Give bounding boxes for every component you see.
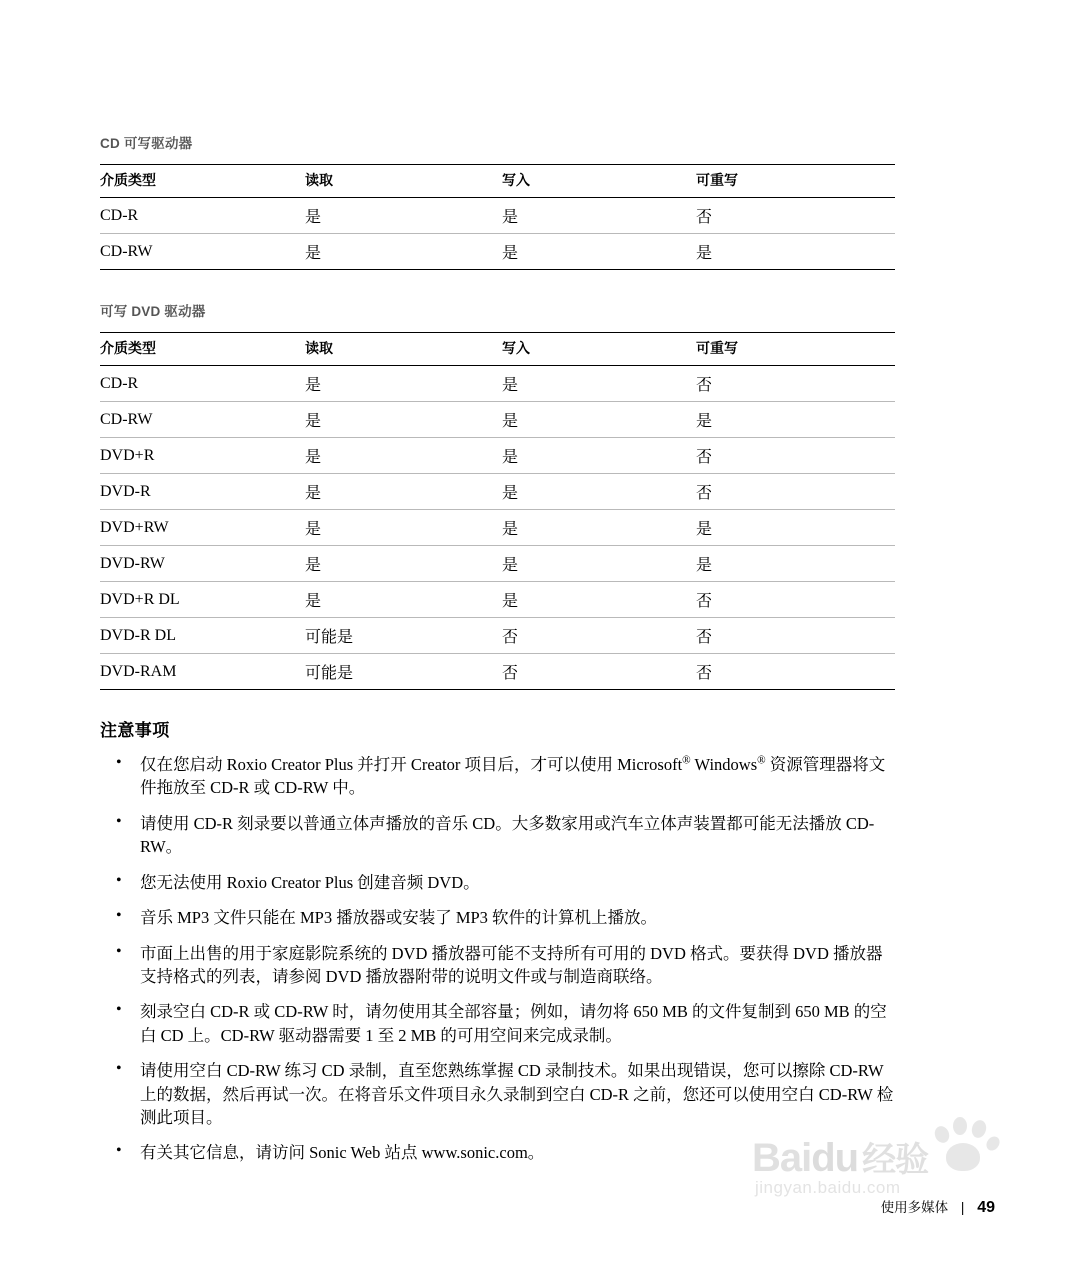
notes-list	[100, 753, 895, 1165]
cell-media-type: CD-R	[100, 366, 305, 402]
paw-icon	[929, 1114, 999, 1174]
cell-read: 是	[305, 438, 502, 474]
page-footer	[100, 1196, 995, 1217]
table-header-row	[100, 165, 895, 198]
cd-writable-drive-table	[100, 164, 895, 270]
watermark-brand-cn: 经验	[862, 1141, 929, 1179]
cell-media-type: DVD+RW	[100, 510, 305, 546]
cell-write: 是	[502, 234, 696, 270]
watermark-brand-first: Bai	[752, 1136, 812, 1180]
note-text: 有关其它信息，请访问 Sonic Web 站点 www.sonic.com。	[140, 1143, 545, 1163]
cell-read: 是	[305, 234, 502, 270]
cell-write: 是	[502, 546, 696, 582]
table-row	[100, 366, 895, 402]
note-text: 您无法使用 Roxio Creator Plus 创建音频 DVD。	[140, 872, 480, 892]
table-row	[100, 474, 895, 510]
cell-rewritable: 是	[696, 510, 895, 546]
cd-writable-drive-caption: CD 可写驱动器	[100, 136, 193, 151]
cell-media-type: DVD-RW	[100, 546, 305, 582]
cell-rewritable: 是	[696, 546, 895, 582]
cell-media-type: DVD-R DL	[100, 618, 305, 654]
cell-write: 是	[502, 510, 696, 546]
cell-rewritable: 否	[696, 366, 895, 402]
footer-separator: |	[960, 1200, 965, 1215]
note-text: 音乐 MP3 文件只能在 MP3 播放器或安装了 MP3 软件的计算机上播放。	[140, 908, 658, 928]
cell-rewritable: 否	[696, 474, 895, 510]
cell-read: 可能是	[305, 654, 502, 690]
cell-media-type: DVD+R	[100, 438, 305, 474]
cell-read: 是	[305, 402, 502, 438]
page-number: 49	[977, 1199, 995, 1216]
cell-write: 否	[502, 654, 696, 690]
column-header-media-type: 介质类型	[100, 333, 305, 366]
cell-rewritable: 是	[696, 402, 895, 438]
list-item	[100, 942, 895, 989]
page-content	[100, 132, 895, 1177]
cell-read: 是	[305, 582, 502, 618]
cell-rewritable: 否	[696, 654, 895, 690]
cell-write: 是	[502, 198, 696, 234]
dvd-writable-drive-table	[100, 332, 895, 690]
table-row	[100, 546, 895, 582]
column-header-read: 读取	[305, 333, 502, 366]
cell-media-type: CD-RW	[100, 402, 305, 438]
table-row	[100, 402, 895, 438]
cell-write: 是	[502, 582, 696, 618]
cell-media-type: DVD+R DL	[100, 582, 305, 618]
cell-rewritable: 否	[696, 198, 895, 234]
watermark-brand-mid: du	[811, 1136, 859, 1180]
note-text: 请使用空白 CD-RW 练习 CD 录制，直至您熟练掌握 CD 录制技术。如果出现错误，您可以擦除 CD-RW 上的数据，然后再试一次。在将音乐文件项目永久录制到空白 CD-R 之前，您还可以使用空白 CD-RW 检测此项目。	[140, 1061, 894, 1128]
cell-read: 是	[305, 198, 502, 234]
cell-rewritable: 否	[696, 618, 895, 654]
list-item	[100, 1141, 895, 1164]
note-text: 仅在您启动 Roxio Creator Plus 并打开 Creator 项目后，才可以使用 Microsoft® Windows® 资源管理器将文件拖放至 CD-R 或 CD-RW 中。	[140, 754, 886, 798]
cell-write: 是	[502, 474, 696, 510]
cell-rewritable: 是	[696, 234, 895, 270]
cell-write: 是	[502, 438, 696, 474]
list-item	[100, 906, 895, 929]
table-row	[100, 654, 895, 690]
cell-write: 否	[502, 618, 696, 654]
column-header-read: 读取	[305, 165, 502, 198]
list-item	[100, 812, 895, 859]
cell-media-type: DVD-RAM	[100, 654, 305, 690]
list-item	[100, 1000, 895, 1047]
list-item	[100, 871, 895, 894]
table-row	[100, 234, 895, 270]
cell-write: 是	[502, 402, 696, 438]
column-header-rewritable: 可重写	[696, 333, 895, 366]
table-row	[100, 618, 895, 654]
cell-rewritable: 否	[696, 582, 895, 618]
list-item	[100, 1059, 895, 1129]
table-row	[100, 582, 895, 618]
cell-media-type: DVD-R	[100, 474, 305, 510]
cell-write: 是	[502, 366, 696, 402]
note-text: 市面上出售的用于家庭影院系统的 DVD 播放器可能不支持所有可用的 DVD 格式。要获得 DVD 播放器支持格式的列表，请参阅 DVD 播放器附带的说明文件或与制造商联络。	[140, 943, 883, 986]
list-item	[100, 753, 895, 800]
column-header-rewritable: 可重写	[696, 165, 895, 198]
cell-read: 是	[305, 510, 502, 546]
cell-read: 是	[305, 546, 502, 582]
cell-read: 是	[305, 366, 502, 402]
cell-rewritable: 否	[696, 438, 895, 474]
footer-section-label: 使用多媒体	[880, 1200, 949, 1215]
column-header-write: 写入	[502, 333, 696, 366]
note-text: 刻录空白 CD-R 或 CD-RW 时，请勿使用其全部容量；例如，请勿将 650 MB 的文件复制到 650 MB 的空白 CD 上。CD-RW 驱动器需要 1 至 2 MB 的可用空间来完成录制。	[140, 1002, 887, 1045]
cell-media-type: CD-R	[100, 198, 305, 234]
watermark-url: jingyan.baidu.com	[755, 1178, 901, 1197]
table-header-row	[100, 333, 895, 366]
cell-read: 是	[305, 474, 502, 510]
column-header-media-type: 介质类型	[100, 165, 305, 198]
table-row	[100, 438, 895, 474]
section-spacer	[100, 270, 895, 300]
table-row	[100, 510, 895, 546]
cell-media-type: CD-RW	[100, 234, 305, 270]
note-text: 请使用 CD-R 刻录要以普通立体声播放的音乐 CD。大多数家用或汽车立体声装置都可能无法播放 CD-RW。	[140, 813, 875, 857]
column-header-write: 写入	[502, 165, 696, 198]
table-row	[100, 198, 895, 234]
dvd-writable-drive-caption: 可写 DVD 驱动器	[100, 304, 206, 319]
cell-read: 可能是	[305, 618, 502, 654]
notes-heading: 注意事项	[100, 721, 170, 740]
